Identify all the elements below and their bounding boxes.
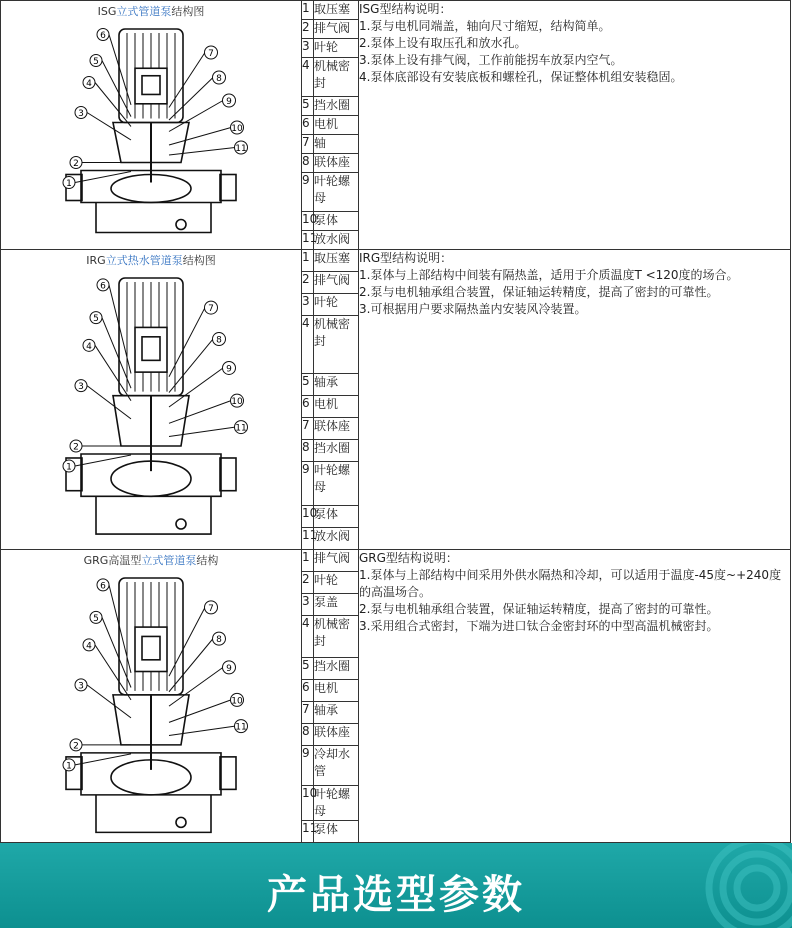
part-number: 6 — [302, 116, 314, 135]
figure-cell — [1, 550, 302, 843]
description-line: GRG型结构说明： — [359, 551, 458, 565]
part-name: 轴承 — [314, 374, 359, 396]
part-name: 挡水圈 — [314, 97, 359, 116]
figure-title-link[interactable]: 立式管道泵 — [116, 5, 172, 18]
svg-text:6: 6 — [100, 281, 106, 292]
svg-text:11: 11 — [235, 144, 247, 154]
part-row — [1, 550, 791, 572]
figure-title-prefix: GRG高温型 — [83, 554, 142, 567]
part-number: 7 — [302, 702, 314, 724]
svg-text:7: 7 — [208, 603, 214, 614]
part-number: 3 — [302, 39, 314, 58]
svg-text:8: 8 — [216, 335, 222, 346]
part-number: 7 — [302, 418, 314, 440]
description-line: 3.采用组合式密封，下端为进口钛合金密封环的中型高温机械密封。 — [359, 619, 719, 633]
figure-title-suffix: 结构 — [196, 554, 219, 567]
svg-text:10: 10 — [231, 696, 243, 707]
description-cell — [359, 1, 791, 250]
part-number: 1 — [302, 250, 314, 272]
description-line: 4.泵体底部设有安装底板和螺栓孔，保证整体机组安装稳固。 — [359, 70, 683, 84]
part-name: 排气阀 — [314, 272, 359, 294]
part-name: 排气阀 — [314, 20, 359, 39]
description-line: 2.泵体上设有取压孔和放水孔。 — [359, 36, 527, 50]
svg-text:3: 3 — [78, 109, 84, 119]
part-number: 3 — [302, 294, 314, 316]
part-name: 联体座 — [314, 724, 359, 746]
part-number: 4 — [302, 616, 314, 658]
part-name: 电机 — [314, 680, 359, 702]
part-name: 联体座 — [314, 154, 359, 173]
part-name: 叶轮螺母 — [314, 173, 359, 212]
figure-title-suffix: 结构图 — [171, 5, 205, 18]
part-name: 泵体 — [314, 506, 359, 528]
svg-text:8: 8 — [216, 74, 222, 84]
svg-text:3: 3 — [78, 681, 84, 692]
svg-text:7: 7 — [208, 49, 214, 59]
svg-text:11: 11 — [235, 423, 247, 434]
part-number: 8 — [302, 154, 314, 173]
part-number: 4 — [302, 58, 314, 97]
part-number: 6 — [302, 680, 314, 702]
part-name: 泵体 — [314, 212, 359, 231]
description-line: 1.泵与电机同端盖，轴向尺寸缩短，结构简单。 — [359, 19, 611, 33]
part-name: 轴 — [314, 135, 359, 154]
svg-text:9: 9 — [226, 364, 232, 375]
part-name: 机械密封 — [314, 58, 359, 97]
part-number: 5 — [302, 97, 314, 116]
part-name: 叶轮 — [314, 572, 359, 594]
svg-text:11: 11 — [235, 722, 247, 733]
part-number: 11 — [302, 231, 314, 250]
figure-title-suffix: 结构图 — [182, 254, 216, 267]
figure-cell — [1, 250, 302, 550]
svg-text:5: 5 — [93, 613, 99, 624]
part-name: 放水阀 — [314, 528, 359, 550]
part-name: 机械密封 — [314, 616, 359, 658]
part-name: 机械密封 — [314, 316, 359, 374]
description-line: 1.泵体与上部结构中间采用外供水隔热和冷却，可以适用于温度-45度~+240度的高温场合。 — [359, 568, 782, 599]
figure-title-link[interactable]: 立式管道泵 — [141, 554, 197, 567]
part-name: 取压塞 — [314, 1, 359, 20]
part-name: 挡水圈 — [314, 440, 359, 462]
part-number: 11 — [302, 528, 314, 550]
svg-text:3: 3 — [78, 382, 84, 393]
part-name: 轴承 — [314, 702, 359, 724]
part-number: 6 — [302, 396, 314, 418]
figure-title — [1, 1, 301, 18]
part-name: 叶轮 — [314, 39, 359, 58]
description-line: 3.泵体上设有排气阀，工作前能拐车放泵内空气。 — [359, 53, 623, 67]
part-number: 5 — [302, 658, 314, 680]
part-name: 叶轮螺母 — [314, 462, 359, 506]
svg-text:2: 2 — [73, 159, 79, 169]
part-name: 叶轮 — [314, 294, 359, 316]
part-row — [1, 250, 791, 272]
part-number: 8 — [302, 724, 314, 746]
part-number: 3 — [302, 594, 314, 616]
description-line: IRG型结构说明： — [359, 251, 453, 265]
pump-section-diagram — [1, 270, 301, 552]
svg-text:9: 9 — [226, 97, 232, 107]
svg-text:4: 4 — [86, 641, 92, 652]
figure-title — [1, 550, 301, 567]
part-name: 排气阀 — [314, 550, 359, 572]
part-row — [1, 1, 791, 20]
part-number: 10 — [302, 212, 314, 231]
part-name: 放水阀 — [314, 231, 359, 250]
part-number: 1 — [302, 1, 314, 20]
part-number: 1 — [302, 550, 314, 572]
svg-text:6: 6 — [100, 581, 106, 592]
section-banner — [0, 843, 792, 928]
description-line: 2.泵与电机轴承组合装置，保证轴运转精度，提高了密封的可靠性。 — [359, 602, 719, 616]
part-name: 叶轮螺母 — [314, 786, 359, 821]
svg-text:4: 4 — [86, 79, 92, 89]
part-number: 5 — [302, 374, 314, 396]
part-name: 泵盖 — [314, 594, 359, 616]
description-cell — [359, 550, 791, 843]
svg-text:2: 2 — [73, 741, 79, 752]
svg-text:1: 1 — [66, 179, 72, 189]
part-name: 冷却水管 — [314, 746, 359, 786]
figure-title-prefix: ISG — [97, 5, 117, 18]
part-name: 取压塞 — [314, 250, 359, 272]
svg-text:9: 9 — [226, 663, 232, 674]
part-number: 4 — [302, 316, 314, 374]
part-number: 9 — [302, 746, 314, 786]
svg-text:1: 1 — [66, 761, 72, 772]
part-number: 10 — [302, 506, 314, 528]
svg-text:1: 1 — [66, 462, 72, 473]
part-number: 10 — [302, 786, 314, 821]
part-number: 2 — [302, 20, 314, 39]
part-number: 2 — [302, 272, 314, 294]
svg-text:5: 5 — [93, 314, 99, 325]
figure-cell — [1, 1, 302, 250]
part-number: 9 — [302, 462, 314, 506]
part-name: 电机 — [314, 396, 359, 418]
pump-section-diagram — [1, 570, 301, 850]
svg-text:7: 7 — [208, 304, 214, 315]
description-line: 3.可根据用户要求隔热盖内安装风冷装置。 — [359, 302, 587, 316]
pump-section-diagram — [1, 21, 301, 241]
svg-text:2: 2 — [73, 442, 79, 453]
figure-title-prefix: IRG — [86, 254, 106, 267]
part-number: 7 — [302, 135, 314, 154]
svg-text:5: 5 — [93, 57, 99, 67]
description-line: 2.泵与电机轴承组合装置，保证轴运转精度，提高了密封的可靠性。 — [359, 285, 719, 299]
svg-text:10: 10 — [231, 124, 243, 134]
part-number: 8 — [302, 440, 314, 462]
part-name: 电机 — [314, 116, 359, 135]
svg-text:10: 10 — [231, 397, 243, 408]
part-name: 联体座 — [314, 418, 359, 440]
svg-text:8: 8 — [216, 635, 222, 646]
banner-title: 产品选型参数 — [267, 872, 525, 918]
part-number: 9 — [302, 173, 314, 212]
svg-text:4: 4 — [86, 341, 92, 352]
description-line: ISG型结构说明： — [359, 2, 452, 16]
svg-text:6: 6 — [100, 31, 106, 41]
description-cell — [359, 250, 791, 550]
part-number: 2 — [302, 572, 314, 594]
figure-title — [1, 250, 301, 267]
description-line: 1.泵体与上部结构中间装有隔热盖，适用于介质温度T <120度的场合。 — [359, 268, 739, 282]
part-number: 11 — [302, 821, 314, 843]
figure-title-link[interactable]: 立式热水管道泵 — [105, 254, 183, 267]
part-name: 泵体 — [314, 821, 359, 843]
part-name: 挡水圈 — [314, 658, 359, 680]
